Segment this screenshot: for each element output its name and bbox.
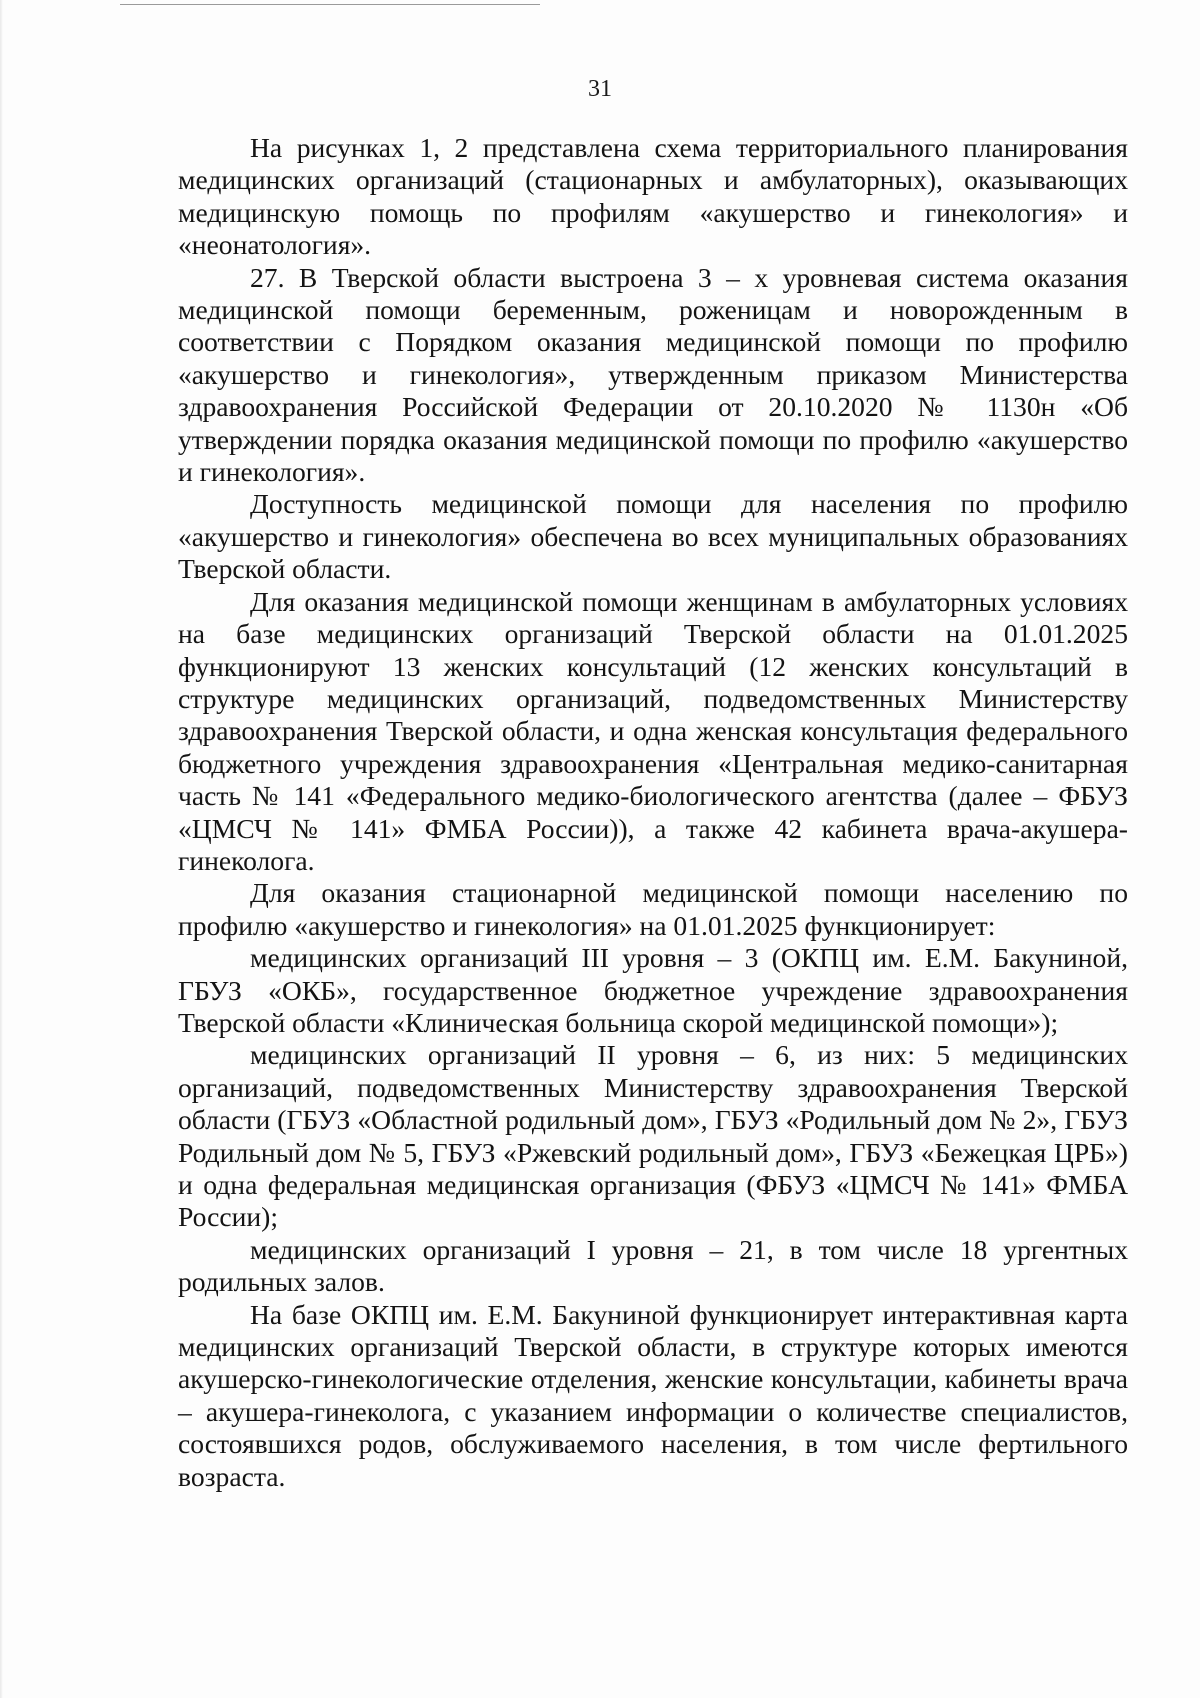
paragraph-outpatient-care: Для оказания медицинской помощи женщинам в амбулаторных условиях на базе медицинских организаций Тверской области на 01.01.2025 функционируют 13 женских консультаций (12 женских консультаций в структуре медицинских организаций, подведомственных Министерству здравоохранения Тверской области, и одна женская консультация федерального бюджетного учреждения здравоохранения «Центральная медико-санитарная часть № 141 «Федерального медико-биологического агентства (далее – ФБУЗ «ЦМСЧ № 141» ФМБА России)), а также 42 кабинета врача-акушера-гинеколога.	[178, 585, 1128, 876]
paragraph-level-three: медицинских организаций III уровня – 3 (ОКПЦ им. Е.М. Бакуниной, ГБУЗ «ОКБ», государственное бюджетное учреждение здравоохранения Тверской области «Клиническая больница скорой медицинской помощи»);	[178, 942, 1128, 1038]
document-body	[178, 132, 1128, 1493]
paragraph-figures-intro: На рисунках 1, 2 представлена схема территориального планирования медицинских организаций (стационарных и амбулаторных), оказывающих медицинскую помощь по профилям «акушерство и гинекология» и «неонатология».	[178, 132, 1128, 261]
scan-artifact-line	[120, 4, 540, 5]
paragraph-level-one: медицинских организаций I уровня – 21, в том числе 18 ургентных родильных залов.	[178, 1233, 1128, 1298]
scan-edge-shadow	[0, 0, 3, 1698]
paragraph-three-level-system: 27. В Тверской области выстроена 3 – х уровневая система оказания медицинской помощи беременным, роженицам и новорожденным в соответствии с Порядком оказания медицинской помощи по профилю «акушерство и гинекология», утвержденным приказом Министерства здравоохранения Российской Федерации от 20.10.2020 № 1130н «Об утверждении порядка оказания медицинской помощи по профилю «акушерство и гинекология».	[178, 261, 1128, 488]
paragraph-level-two: медицинских организаций II уровня – 6, из них: 5 медицинских организаций, подведомственных Министерству здравоохранения Тверской области (ГБУЗ «Областной родильный дом», ГБУЗ «Родильный дом № 2», ГБУЗ Родильный дом № 5, ГБУЗ «Ржевский родильный дом», ГБУЗ «Бежецкая ЦРБ») и одна федеральная медицинская организация (ФБУЗ «ЦМСЧ № 141» ФМБА России);	[178, 1039, 1128, 1233]
page-number: 31	[588, 76, 612, 102]
paragraph-interactive-map: На базе ОКПЦ им. Е.М. Бакуниной функционирует интерактивная карта медицинских организаций Тверской области, в структуре которых имеются акушерско-гинекологические отделения, женские консультации, кабинеты врача – акушера-гинеколога, с указанием информации о количестве специалистов, состоявшихся родов, обслуживаемого населения, в том числе фертильного возраста.	[178, 1298, 1128, 1492]
paragraph-inpatient-care: Для оказания стационарной медицинской помощи населению по профилю «акушерство и гинекология» на 01.01.2025 функционирует:	[178, 877, 1128, 941]
paragraph-availability: Доступность медицинской помощи для населения по профилю «акушерство и гинекология» обеспечена во всех муниципальных образованиях Тверской области.	[178, 488, 1128, 585]
